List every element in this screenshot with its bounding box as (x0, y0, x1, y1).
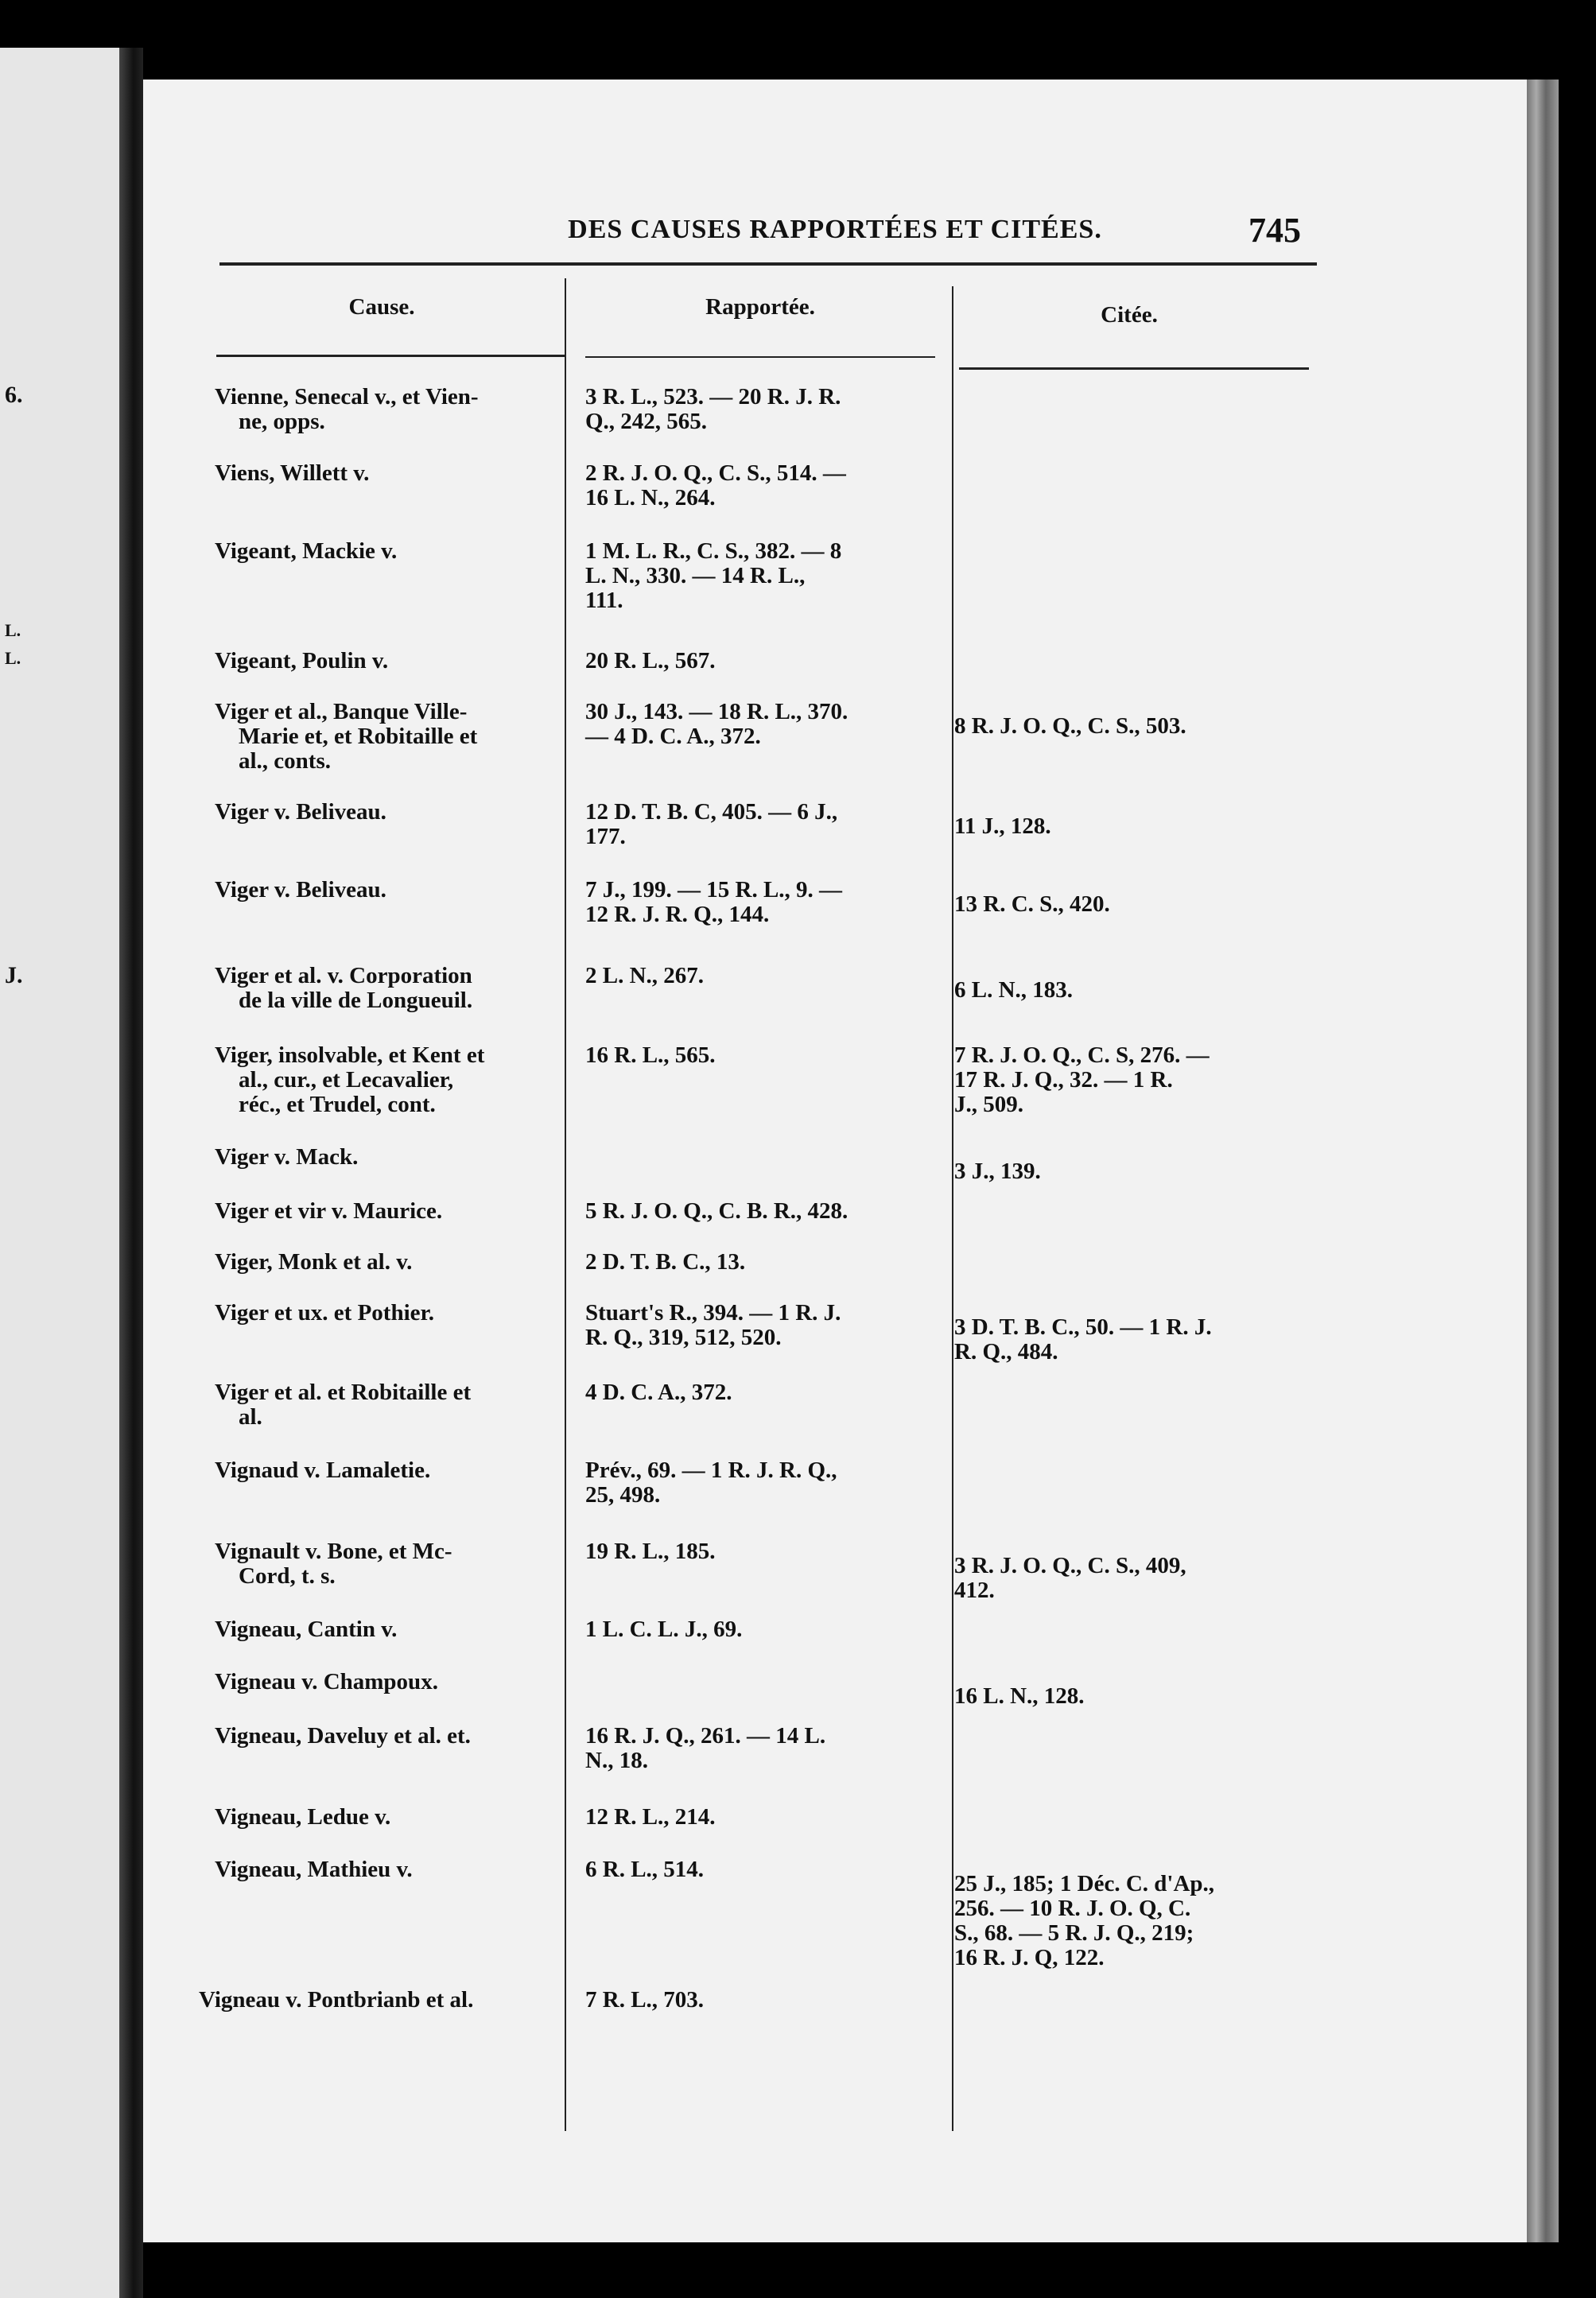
citee-line: 6 L. N., 183. (954, 977, 1074, 1003)
rapportee-line: 16 R. L., 565. (585, 1042, 716, 1068)
citee-line: S., 68. — 5 R. J. Q., 219; (954, 1920, 1194, 1946)
cause-line: Viger v. Mack. (215, 1144, 359, 1170)
cause-line: al. (239, 1404, 262, 1430)
citee-line: 16 R. J. Q, 122. (954, 1945, 1105, 1970)
cause-line: Vigeant, Poulin v. (215, 648, 389, 673)
rapportee-line: 30 J., 143. — 18 R. L., 370. (585, 699, 848, 724)
column-divider (952, 286, 953, 2131)
entry-rapportee (585, 1250, 935, 1275)
column-header-cause: Cause. (348, 294, 415, 320)
facing-page-fragment: L. (5, 620, 21, 640)
book-gutter (119, 48, 143, 2298)
rapportee-line: R. Q., 319, 512, 520. (585, 1325, 782, 1350)
rapportee-line: 4 D. C. A., 372. (585, 1380, 732, 1405)
citee-line: 256. — 10 R. J. O. Q, C. (954, 1896, 1191, 1921)
column-rule (216, 355, 566, 357)
rapportee-line: 177. (585, 824, 626, 849)
entry-citee (954, 1554, 1304, 1603)
cause-line: Viger et vir v. Maurice. (215, 1198, 443, 1224)
rapportee-line: 19 R. L., 185. (585, 1539, 716, 1564)
rapportee-line: 7 R. L., 703. (585, 1987, 705, 2013)
cause-line: al., cur., et Lecavalier, (239, 1067, 454, 1093)
entry-rapportee (585, 1199, 935, 1224)
entry-citee (954, 1872, 1304, 1970)
entry-rapportee (585, 800, 935, 849)
rapportee-line: 12 D. T. B. C, 405. — 6 J., (585, 799, 838, 825)
rapportee-line: 5 R. J. O. Q., C. B. R., 428. (585, 1198, 848, 1224)
entry-citee (954, 1684, 1304, 1709)
cause-line: réc., et Trudel, cont. (239, 1092, 436, 1117)
rapportee-line: 1 M. L. R., C. S., 382. — 8 (585, 538, 842, 564)
rapportee-line: 16 R. J. Q., 261. — 14 L. (585, 1723, 826, 1749)
facing-page-fragment: J. (5, 962, 23, 988)
facing-page-fragment: 6. (5, 382, 23, 408)
column-rule (585, 356, 935, 358)
rapportee-line: Prév., 69. — 1 R. J. R. Q., (585, 1458, 837, 1483)
entry-citee (954, 892, 1304, 917)
entry-cause (215, 1670, 708, 1694)
rapportee-line: Q., 242, 565. (585, 409, 708, 434)
citee-line: 7 R. J. O. Q., C. S, 276. — (954, 1042, 1210, 1068)
rapportee-line: 12 R. L., 214. (585, 1804, 716, 1830)
entry-rapportee (585, 1043, 935, 1068)
cause-line: Viger et al. et Robitaille et (215, 1380, 472, 1405)
cause-line: de la ville de Longueuil. (239, 988, 473, 1013)
cause-line: Vigneau v. Champoux. (215, 1669, 438, 1694)
cause-line: Viger, Monk et al. v. (215, 1249, 413, 1275)
entry-rapportee (585, 1857, 935, 1882)
rapportee-line: 2 L. N., 267. (585, 963, 705, 988)
cause-line: Cord, t. s. (239, 1563, 336, 1589)
citee-line: 11 J., 128. (954, 813, 1051, 839)
page-edge-shadow (1527, 80, 1559, 2242)
entry-rapportee (585, 1724, 935, 1773)
citee-line: 412. (954, 1578, 995, 1603)
column-rule (959, 367, 1309, 370)
rapportee-line: — 4 D. C. A., 372. (585, 724, 761, 749)
citee-line: 8 R. J. O. Q., C. S., 503. (954, 713, 1186, 739)
entry-rapportee (585, 1539, 935, 1564)
entry-rapportee (585, 1988, 935, 2013)
rapportee-line: 12 R. J. R. Q., 144. (585, 902, 770, 927)
entry-rapportee (585, 1805, 935, 1830)
citee-line: 3 R. J. O. Q., C. S., 409, (954, 1553, 1186, 1578)
cause-line: Viens, Willett v. (215, 460, 370, 486)
rapportee-line: 20 R. L., 567. (585, 648, 716, 673)
entry-rapportee (585, 1617, 935, 1642)
cause-line: Vigeant, Mackie v. (215, 538, 398, 564)
citee-line: 25 J., 185; 1 Déc. C. d'Ap., (954, 1871, 1215, 1896)
citee-line: 3 J., 139. (954, 1159, 1041, 1184)
citee-line: R. Q., 484. (954, 1339, 1058, 1364)
cause-line: Vigneau v. Pontbrianb et al. (199, 1987, 474, 2013)
running-head (143, 211, 1511, 262)
header-rule (219, 262, 1317, 266)
cause-line: Vignaud v. Lamaletie. (215, 1458, 431, 1483)
cause-line: Viger, insolvable, et Kent et (215, 1042, 485, 1068)
entry-rapportee (585, 461, 935, 510)
rapportee-line: 3 R. L., 523. — 20 R. J. R. (585, 384, 841, 410)
facing-page-fragment: L. (5, 648, 21, 668)
entry-rapportee (585, 1380, 935, 1405)
citee-line: 3 D. T. B. C., 50. — 1 R. J. (954, 1314, 1212, 1340)
index-page (143, 80, 1527, 2242)
cause-line: Vigneau, Cantin v. (215, 1617, 398, 1642)
entry-cause (215, 1145, 708, 1170)
cause-line: ne, opps. (239, 409, 325, 434)
rapportee-line: 6 R. L., 514. (585, 1857, 705, 1882)
entry-rapportee (585, 964, 935, 988)
entry-rapportee (585, 539, 935, 613)
page-number: 745 (1248, 211, 1301, 250)
cause-line: Vigneau, Ledue v. (215, 1804, 391, 1830)
entry-citee (954, 814, 1304, 839)
citee-line: 17 R. J. Q., 32. — 1 R. (954, 1067, 1173, 1093)
rapportee-line: 16 L. N., 264. (585, 485, 716, 510)
cause-line: Vigneau, Daveluy et al. et. (215, 1723, 471, 1749)
running-head-title: DES CAUSES RAPPORTÉES ET CITÉES. (568, 215, 1102, 244)
entry-rapportee (585, 649, 935, 673)
cause-line: Viger v. Beliveau. (215, 877, 386, 903)
entry-citee (954, 1159, 1304, 1184)
cause-line: al., conts. (239, 748, 331, 774)
citee-line: 13 R. C. S., 420. (954, 891, 1110, 917)
rapportee-line: Stuart's R., 394. — 1 R. J. (585, 1300, 841, 1326)
entry-rapportee (585, 1301, 935, 1350)
entry-rapportee (585, 700, 935, 749)
entry-rapportee (585, 878, 935, 927)
cause-line: Viger et al., Banque Ville- (215, 699, 468, 724)
entry-citee (954, 1043, 1304, 1117)
cause-line: Vigneau, Mathieu v. (215, 1857, 413, 1882)
rapportee-line: N., 18. (585, 1748, 648, 1773)
cause-line: Vignault v. Bone, et Mc- (215, 1539, 452, 1564)
rapportee-line: 7 J., 199. — 15 R. L., 9. — (585, 877, 843, 903)
entry-citee (954, 714, 1304, 739)
cause-line: Marie et, et Robitaille et (239, 724, 478, 749)
facing-page-edge (0, 48, 119, 2298)
rapportee-line: 25, 498. (585, 1482, 661, 1508)
cause-line: Viger et ux. et Pothier. (215, 1300, 434, 1326)
citee-line: 16 L. N., 128. (954, 1683, 1085, 1709)
entry-rapportee (585, 1458, 935, 1508)
rapportee-line: 2 R. J. O. Q., C. S., 514. — (585, 460, 846, 486)
column-header-rapportee: Rapportée. (705, 294, 815, 320)
column-header-citee: Citée. (1101, 302, 1158, 328)
rapportee-line: 1 L. C. L. J., 69. (585, 1617, 743, 1642)
entry-citee (954, 978, 1304, 1003)
cause-line: Vienne, Senecal v., et Vien- (215, 384, 479, 410)
citee-line: J., 509. (954, 1092, 1023, 1117)
rapportee-line: 2 D. T. B. C., 13. (585, 1249, 746, 1275)
rapportee-line: L. N., 330. — 14 R. L., (585, 563, 806, 588)
cause-line: Viger v. Beliveau. (215, 799, 386, 825)
rapportee-line: 111. (585, 588, 623, 613)
entry-citee (954, 1315, 1304, 1364)
entry-rapportee (585, 385, 935, 434)
cause-line: Viger et al. v. Corporation (215, 963, 472, 988)
